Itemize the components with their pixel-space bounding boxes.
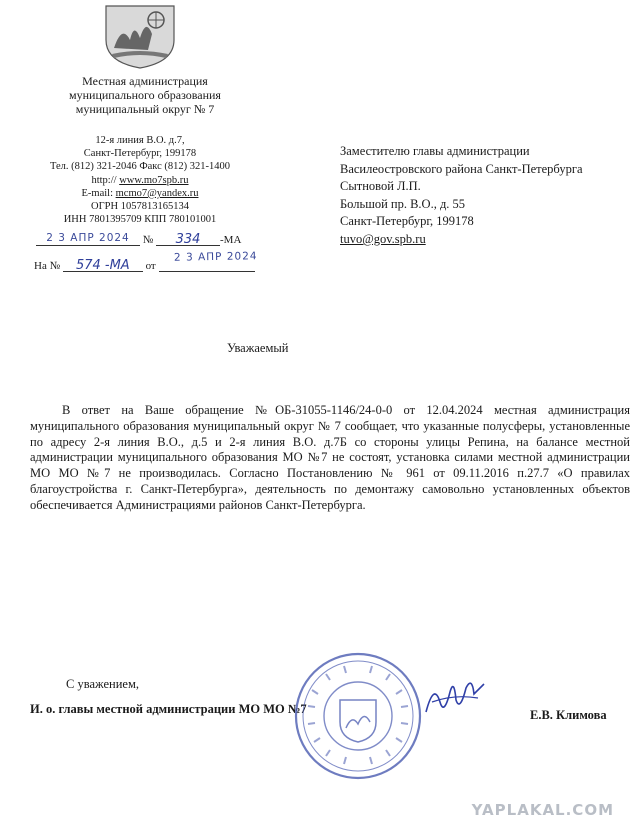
http-label: http:// bbox=[91, 174, 120, 186]
number-sign: № bbox=[142, 234, 154, 246]
outgoing-number-field bbox=[156, 232, 220, 246]
watermark: YAPLAKAL.COM bbox=[471, 801, 614, 819]
outgoing-date-stamp: 2 3 АПР 2024 bbox=[46, 232, 130, 244]
incoming-number-prefix: На № bbox=[34, 260, 61, 272]
website-link[interactable]: www.mo7spb.ru bbox=[119, 174, 189, 186]
outgoing-registration bbox=[36, 232, 241, 246]
incoming-date-stamp: 2 3 АПР 2024 bbox=[173, 250, 258, 264]
sender-contacts bbox=[34, 134, 246, 226]
signer-title: И. о. главы местной администрации МО МО №7 bbox=[30, 702, 307, 716]
greeting: Уважаемый bbox=[227, 341, 289, 355]
recipient-block bbox=[340, 143, 630, 249]
recipient-line: Сытновой Л.П. bbox=[340, 179, 421, 194]
letter-body: В ответ на Ваше обращение №ОБ-31055-1146/24-0-0 от 12.04.2024 местная администрация муниципального образования муниципальный округ № 7 сообщает, что указанные полусферы, установленные по адресу 2-я линия В.О., д.5 и 2-я линия В.О. д.7Б со стороны улицы Репина, на балансе местной администрации муниципального образования МО №7 не состоят, установка силами местной администрации МО МО №7 не производилась. Согласно Постановлению № 961 от 09.11.2016 п.27.7 «О правилах благоустройства г. Санкт-Петербурга», деятельность по демонтажу самовольно установленных объектов обеспечивается Администрациями районов Санкт-Петербурга. bbox=[30, 403, 630, 512]
sender-org-line: муниципального образования bbox=[69, 88, 221, 102]
sender-phone: Тел. (812) 321-2046 Факс (812) 321-1400 bbox=[49, 161, 231, 173]
outgoing-number-handwritten: 334 bbox=[175, 232, 201, 247]
outgoing-number-suffix: -МА bbox=[220, 234, 242, 246]
signer-name: Е.В. Климова bbox=[530, 708, 607, 722]
sender-address-line: 12-я линия В.О. д.7, bbox=[95, 135, 185, 146]
sender-email-row bbox=[34, 187, 246, 200]
official-seal-icon bbox=[292, 650, 424, 782]
sender-email-link[interactable]: mcmo7@yandex.ru bbox=[115, 187, 199, 199]
coat-of-arms-icon bbox=[100, 4, 180, 70]
sender-address-line: Санкт-Петербург, 199178 bbox=[83, 148, 197, 160]
recipient-line: Санкт-Петербург, 199178 bbox=[340, 214, 474, 229]
sender-org-line: Местная администрация bbox=[82, 74, 208, 88]
sender-org-line: муниципальный округ № 7 bbox=[75, 102, 215, 116]
sender-organization bbox=[40, 74, 250, 116]
incoming-number-handwritten: 574 -МА bbox=[75, 258, 130, 273]
sender-ogrn: ОГРН 1057813165134 bbox=[91, 201, 189, 213]
incoming-from-label: от bbox=[145, 260, 156, 272]
closing-phrase: С уважением, bbox=[66, 677, 139, 691]
outgoing-date-field bbox=[36, 232, 140, 246]
email-label: E-mail: bbox=[81, 187, 116, 199]
recipient-line: Большой пр. В.О., д. 55 bbox=[340, 196, 466, 211]
handwritten-signature-icon bbox=[420, 672, 490, 722]
recipient-line: Заместителю главы администрации bbox=[340, 144, 530, 158]
incoming-number-field bbox=[63, 258, 143, 272]
recipient-line: Василеостровского района Санкт-Петербурга bbox=[340, 161, 583, 176]
sender-inn-kpp: ИНН 7801395709 КПП 780101001 bbox=[63, 214, 217, 226]
sender-website-row bbox=[34, 174, 246, 187]
recipient-email-link[interactable]: tuvo@gov.spb.ru bbox=[340, 231, 426, 246]
